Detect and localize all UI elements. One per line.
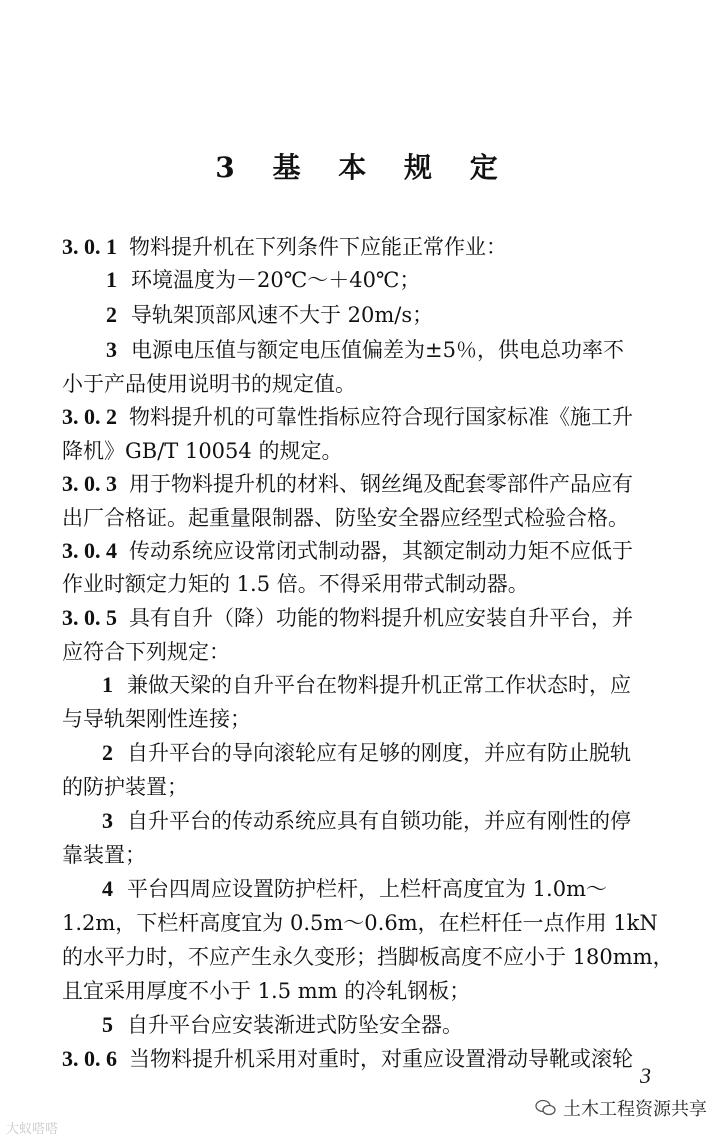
line-text: 兼做天梁的自升平台在物料提升机正常工作状态时，应 xyxy=(127,673,631,697)
line-text: 物料提升机在下列条件下应能正常作业： xyxy=(129,235,507,259)
l19 xyxy=(102,874,607,904)
line-text: 物料提升机的可靠性指标应符合现行国家标准《施工升 xyxy=(129,405,633,429)
l3 xyxy=(106,335,624,365)
line-text: 应符合下列规定： xyxy=(62,640,230,664)
line-text: 当物料提升机采用对重时，对重应设置滑动导靴或滚轮 xyxy=(129,1047,633,1071)
line-text: 的水平力时，不应产生永久变形；挡脚板高度不应小于 180mm， xyxy=(62,945,674,969)
line-text: 导轨架顶部风速不大于 20m/s； xyxy=(131,303,434,327)
item-number: 5 xyxy=(102,1012,113,1037)
l7 xyxy=(62,469,633,499)
line-text: 用于物料提升机的材料、钢丝绳及配套零部件产品应有 xyxy=(129,472,633,496)
page-number: 3 xyxy=(640,1063,651,1088)
l20 xyxy=(62,908,658,938)
l4 xyxy=(62,369,356,399)
line-text: 靠装置； xyxy=(62,843,146,867)
l11 xyxy=(62,603,633,633)
line-text: 出厂合格证。起重量限制器、防坠安全器应经型式检验合格。 xyxy=(62,506,629,530)
l21 xyxy=(62,942,674,972)
l5 xyxy=(62,402,633,432)
line-text: 且宜采用厚度不小于 1.5 mm 的冷轧钢板； xyxy=(62,979,471,1003)
item-number: 3 xyxy=(106,337,117,362)
line-text: 电源电压值与额定电压值偏差为±5％，供电总功率不 xyxy=(131,338,624,362)
watermark-left: 大蚁嗒嗒 xyxy=(6,1122,59,1137)
l2 xyxy=(106,300,433,330)
section-title: 3 基 本 规 定 xyxy=(215,151,512,184)
l15 xyxy=(102,738,631,768)
clause-number: 3. 0. 5 xyxy=(62,605,117,630)
watermark xyxy=(535,1095,707,1121)
line-text: 的防护装置； xyxy=(62,775,188,799)
line-text: 作业时额定力矩的 1.5 倍。不得采用带式制动器。 xyxy=(62,572,529,596)
l23 xyxy=(102,1010,463,1040)
l8 xyxy=(62,503,629,533)
line-text: 环境温度为－20℃～＋40℃； xyxy=(131,268,421,292)
l16 xyxy=(62,772,188,802)
l14 xyxy=(62,704,251,734)
watermark-text: 土木工程资源共享 xyxy=(563,1099,707,1120)
l12 xyxy=(62,637,230,667)
l24 xyxy=(62,1044,633,1074)
clause-number: 3. 0. 2 xyxy=(62,404,117,429)
l0 xyxy=(62,232,507,262)
line-text: 自升平台的导向滚轮应有足够的刚度，并应有防止脱轨 xyxy=(127,741,631,765)
l13 xyxy=(102,670,631,700)
line-text: 传动系统应设常闭式制动器，其额定制动力矩不应低于 xyxy=(129,539,633,563)
l1 xyxy=(106,265,420,295)
line-text: 平台四周应设置防护栏杆，上栏杆高度宜为 1.0m～ xyxy=(127,877,607,901)
clause-number: 3. 0. 4 xyxy=(62,538,117,563)
line-text: 与导轨架刚性连接； xyxy=(62,707,251,731)
item-number: 2 xyxy=(102,740,113,765)
line-text: 自升平台的传动系统应具有自锁功能，并应有刚性的停 xyxy=(127,809,631,833)
line-text: 具有自升（降）功能的物料提升机应安装自升平台，并 xyxy=(129,606,633,630)
item-number: 1 xyxy=(102,672,113,697)
l18 xyxy=(62,840,146,870)
l10 xyxy=(62,569,529,599)
line-text: 自升平台应安装渐进式防坠安全器。 xyxy=(127,1013,463,1037)
item-number: 4 xyxy=(102,876,113,901)
l9 xyxy=(62,536,633,566)
clause-number: 3. 0. 6 xyxy=(62,1046,117,1071)
clause-number: 3. 0. 3 xyxy=(62,471,117,496)
item-number: 1 xyxy=(106,267,117,292)
l17 xyxy=(102,806,631,836)
l22 xyxy=(62,976,470,1006)
wechat-icon xyxy=(535,1099,557,1117)
clause-number: 3. 0. 1 xyxy=(62,234,117,259)
line-text: 小于产品使用说明书的规定值。 xyxy=(62,372,356,396)
line-text: 降机》GB/T 10054 的规定。 xyxy=(62,439,343,463)
item-number: 2 xyxy=(106,302,117,327)
line-text: 1.2m，下栏杆高度宜为 0.5m～0.6m，在栏杆任一点作用 1kN xyxy=(62,911,658,935)
item-number: 3 xyxy=(102,808,113,833)
l6 xyxy=(62,436,342,466)
